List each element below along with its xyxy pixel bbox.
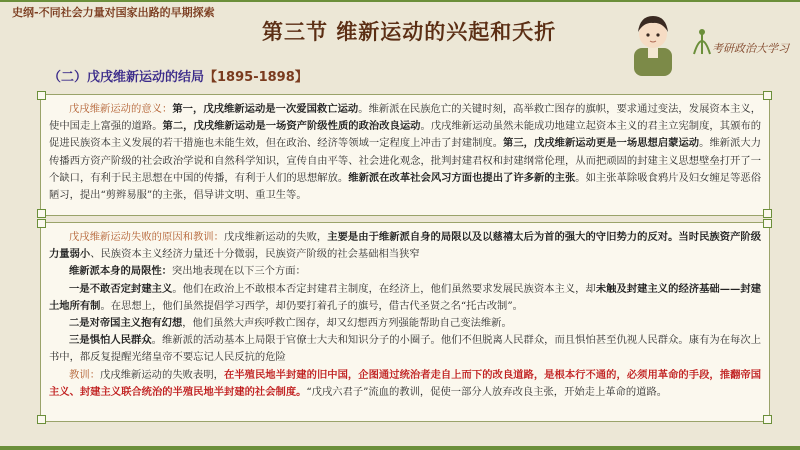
limitation-1-text-a: 。他们在政治上不敢根本否定封建君主制度，在经济上，他们虽然要求发展民族资本主义，却	[172, 282, 596, 295]
limitation-label: 维新派本身的局限性：	[69, 265, 172, 278]
breadcrumb: 史纲-不同社会力量对国家出路的早期探索	[12, 6, 215, 19]
significance-box	[40, 94, 770, 216]
limitation-3-text: 。维新派的活动基本上局限于官僚士大夫和知识分子的小圈子。他们不但脱离人民群众，而且惧怕甚至仇视人民群众。康有为在每次上书中，都反复提醒光绪皇帝不要忘记人民反抗的危险	[49, 334, 762, 364]
box-corner-marker	[37, 209, 46, 218]
failure-text-1: 戊戌维新运动的失败，	[223, 231, 328, 243]
limitation-3-title: 三是惧怕人民群众	[69, 334, 152, 347]
box-corner-marker	[37, 219, 46, 228]
scholar-avatar-icon	[626, 10, 680, 76]
box-corner-marker	[37, 415, 46, 424]
significance-point-1: 第一，戊戌维新运动是一次爱国救亡运动	[172, 103, 359, 115]
limitation-1-title: 一是不敢否定封建主义	[69, 282, 173, 295]
box-corner-marker	[763, 415, 772, 424]
section-subheading	[48, 66, 308, 85]
logo-text: 考研政治大学习	[712, 42, 789, 55]
limitation-text: 突出地表现在以下三个方面：	[171, 265, 306, 278]
failure-box	[40, 222, 770, 422]
limitation-heading	[49, 263, 761, 280]
lesson-text-end: “戊戌六君子”流血的教训，促使一部分人放弃改良主张，开始走上革命的道路。	[306, 385, 668, 398]
limitation-1	[49, 281, 761, 315]
lesson-key: 教训：	[69, 368, 101, 381]
limitation-1-emphasis: 未触及封建主义的经济基础——封建土地所有制	[49, 282, 762, 312]
box-corner-marker	[37, 91, 46, 100]
failure-intro	[49, 229, 761, 263]
subheading-years: 【1895-1898】	[204, 70, 308, 85]
box-corner-marker	[763, 209, 772, 218]
limitation-2-title: 二是对帝国主义抱有幻想	[69, 317, 183, 330]
significance-text-4: 。如主张革除吸食鸦片及妇女缠足等恶俗陋习，提出“剪辫易服”的主张，倡导讲文明、重卫生等。	[49, 171, 762, 202]
limitation-2	[49, 315, 761, 332]
significance-text-3: 。维新派大力传播西方资产阶级的社会政治学说和自然科学知识，宣传自由平等、社会进化观念，批判封建君权和封建纲常伦理，从而把顽固的封建主义思想壁垒打开了一个缺口，有利于民主思想在中国的传播，有利于人们的思想解放。	[49, 137, 762, 184]
significance-key: 戊戌维新运动的意义：	[69, 103, 173, 115]
bottom-accent-bar	[0, 446, 800, 450]
significance-point-3: 第三，戊戌维新运动更是一场思想启蒙运动	[503, 137, 700, 150]
subheading-label: （二）戊戌维新运动的结局	[48, 70, 205, 85]
significance-point-4: 维新派在改革社会风习方面也提出了许多新的主张	[348, 171, 576, 184]
top-accent-line	[0, 0, 800, 2]
lesson-emphasis: 在半殖民地半封建的旧中国，企图通过统治者走自上而下的改良道路，是根本行不通的，必须用革命的手段，推翻帝国主义、封建主义联合统治的半殖民地半封建的社会制度。	[49, 368, 762, 398]
significance-text-1: 。维新派在民族危亡的关键时刻，高举救亡图存的旗帜，要求通过变法，发展资本主义，使中国走上富强的道路。	[49, 103, 762, 133]
page-title: 第三节 维新运动的兴起和夭折	[262, 20, 557, 44]
box-corner-marker	[763, 219, 772, 228]
failure-key: 戊戌维新运动失败的原因和教训：	[69, 231, 224, 243]
box-corner-marker	[763, 91, 772, 100]
failure-main-cause: 主要是由于维新派自身的局限以及以慈禧太后为首的强大的守旧势力的反对。当时民族资产阶级力量弱小	[49, 231, 762, 261]
limitation-2-text: ，他们虽然大声疾呼救亡图存，却又幻想西方列强能帮助自己变法维新。	[182, 317, 512, 330]
lesson-text-a: 戊戌维新运动的失败表明，	[100, 368, 224, 381]
significance-point-2: 第二，戊戌维新运动是一场资产阶级性质的政治改良运动	[162, 120, 421, 133]
failure-text-2: 、民族资本主义经济力量还十分微弱，民族资产阶级的社会基础相当狭窄	[90, 248, 420, 261]
limitation-1-text-b: 。在思想上，他们虽然提倡学习西学，却仍要打着孔子的旗号，借古代圣贤之名“托古改制”。	[100, 299, 523, 312]
significance-text-2: 。戊戌维新运动虽然未能成功地建立起资本主义的君主立宪制度，其颁布的促进民族资本主义发展的若干措施也未能生效，但在政治、经济等领域一定程度上冲击了封建制度。	[49, 120, 762, 150]
lesson	[49, 367, 761, 401]
limitation-3	[49, 332, 761, 366]
